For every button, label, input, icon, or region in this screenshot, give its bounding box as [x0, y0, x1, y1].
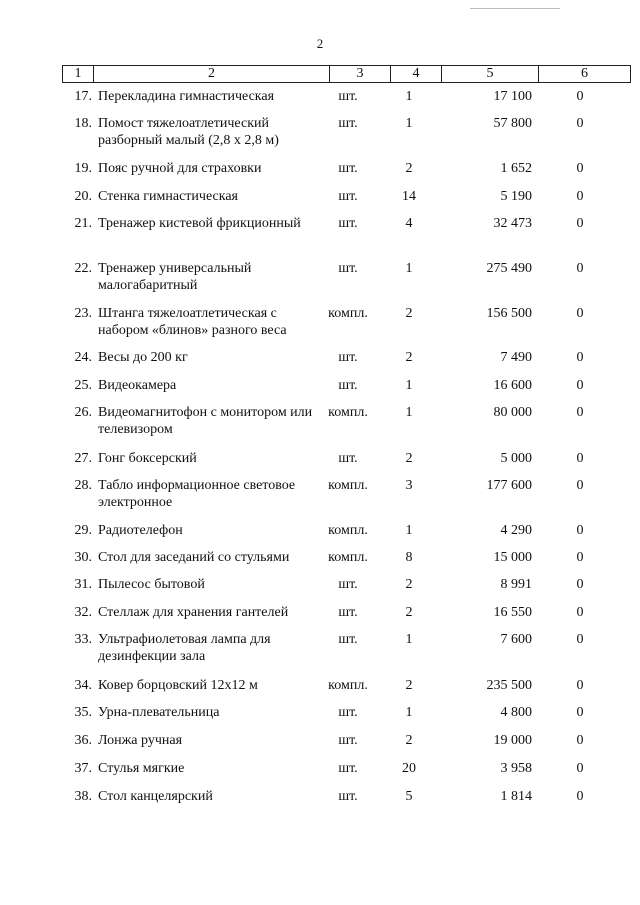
item-unit: компл. — [328, 478, 368, 493]
item-col6: 0 — [576, 161, 584, 176]
row-number: 38. — [74, 789, 92, 804]
item-quantity: 20 — [402, 761, 416, 776]
item-unit: компл. — [328, 523, 368, 538]
item-price: 1 814 — [500, 789, 532, 804]
row-number: 30. — [74, 550, 92, 565]
item-name: Штанга тяжелоатлетическая с набором «блинов» разного веса — [98, 306, 287, 338]
item-quantity: 4 — [405, 216, 413, 231]
row-number: 19. — [74, 161, 92, 176]
item-price: 177 600 — [486, 478, 532, 493]
item-price: 16 600 — [493, 378, 532, 393]
item-col6: 0 — [576, 733, 584, 748]
row-number: 22. — [74, 261, 92, 276]
row-number: 28. — [74, 478, 92, 493]
item-unit: шт. — [338, 350, 358, 365]
item-price: 275 490 — [486, 261, 532, 276]
header-cell: 5 — [441, 66, 538, 82]
item-name: Урна-плевательница — [98, 705, 220, 720]
row-number: 17. — [74, 89, 92, 104]
item-col6: 0 — [576, 478, 584, 493]
item-unit: шт. — [338, 216, 358, 231]
item-col6: 0 — [576, 378, 584, 393]
item-unit: шт. — [338, 261, 358, 276]
item-price: 16 550 — [493, 605, 532, 620]
item-name: Стенка гимнастическая — [98, 189, 238, 204]
item-col6: 0 — [576, 216, 584, 231]
row-number: 32. — [74, 605, 92, 620]
page-number: 2 — [316, 36, 324, 51]
item-col6: 0 — [576, 789, 584, 804]
item-name: Радиотелефон — [98, 523, 183, 538]
item-unit: шт. — [338, 605, 358, 620]
item-name: Стол для заседаний со стульями — [98, 550, 290, 565]
item-price: 7 490 — [500, 350, 532, 365]
item-unit: шт. — [338, 761, 358, 776]
item-price: 156 500 — [486, 306, 532, 321]
row-number: 27. — [74, 451, 92, 466]
item-price: 3 958 — [500, 761, 532, 776]
item-col6: 0 — [576, 577, 584, 592]
item-col6: 0 — [576, 116, 584, 131]
item-name: Ультрафиолетовая лампа для дезинфекции зала — [98, 632, 271, 664]
item-unit: компл. — [328, 306, 368, 321]
item-name: Лонжа ручная — [98, 733, 183, 748]
item-unit: шт. — [338, 161, 358, 176]
item-quantity: 1 — [405, 405, 413, 420]
item-name: Стол канцелярский — [98, 789, 213, 804]
item-quantity: 1 — [405, 116, 413, 131]
item-name: Тренажер универсальный малогабаритный — [98, 261, 252, 293]
item-price: 19 000 — [493, 733, 532, 748]
item-price: 8 991 — [500, 577, 532, 592]
row-number: 36. — [74, 733, 92, 748]
item-unit: компл. — [328, 405, 368, 420]
item-quantity: 1 — [405, 89, 413, 104]
item-col6: 0 — [576, 705, 584, 720]
item-quantity: 1 — [405, 378, 413, 393]
item-quantity: 1 — [405, 261, 413, 276]
item-col6: 0 — [576, 550, 584, 565]
item-name: Стулья мягкие — [98, 761, 185, 776]
item-quantity: 2 — [405, 678, 413, 693]
item-unit: шт. — [338, 789, 358, 804]
item-price: 5 000 — [500, 451, 532, 466]
table-header — [62, 65, 631, 83]
header-cell: 4 — [390, 66, 441, 82]
item-col6: 0 — [576, 451, 584, 466]
scan-artifact — [470, 8, 560, 9]
item-quantity: 1 — [405, 705, 413, 720]
row-number: 29. — [74, 523, 92, 538]
item-col6: 0 — [576, 89, 584, 104]
item-unit: шт. — [338, 189, 358, 204]
item-price: 15 000 — [493, 550, 532, 565]
item-price: 5 190 — [500, 189, 532, 204]
item-quantity: 2 — [405, 161, 413, 176]
header-cell: 3 — [329, 66, 390, 82]
item-quantity: 8 — [405, 550, 413, 565]
item-col6: 0 — [576, 678, 584, 693]
header-cell: 6 — [538, 66, 630, 82]
item-name: Видеомагнитофон с монитором или телевизором — [98, 405, 313, 437]
equipment-table — [62, 65, 631, 804]
item-price: 4 290 — [500, 523, 532, 538]
header-cell: 1 — [74, 66, 82, 81]
item-unit: компл. — [328, 678, 368, 693]
item-quantity: 3 — [405, 478, 413, 493]
item-name: Табло информационное световое электронное — [98, 478, 296, 510]
row-number: 33. — [74, 632, 92, 647]
item-unit: шт. — [338, 577, 358, 592]
row-number: 35. — [74, 705, 92, 720]
item-name: Стеллаж для хранения гантелей — [98, 605, 289, 620]
item-name: Весы до 200 кг — [98, 350, 188, 365]
item-col6: 0 — [576, 350, 584, 365]
row-number: 37. — [74, 761, 92, 776]
item-col6: 0 — [576, 605, 584, 620]
item-price: 32 473 — [493, 216, 532, 231]
item-price: 80 000 — [493, 405, 532, 420]
item-unit: шт. — [338, 451, 358, 466]
row-number: 25. — [74, 378, 92, 393]
item-quantity: 1 — [405, 632, 413, 647]
item-price: 57 800 — [493, 116, 532, 131]
item-name: Помост тяжелоатлетический разборный малый (2,8 х 2,8 м) — [98, 116, 279, 148]
item-quantity: 2 — [405, 577, 413, 592]
item-quantity: 2 — [405, 306, 413, 321]
item-quantity: 14 — [402, 189, 416, 204]
item-quantity: 2 — [405, 733, 413, 748]
item-name: Видеокамера — [98, 378, 177, 393]
item-quantity: 5 — [405, 789, 413, 804]
item-unit: шт. — [338, 89, 358, 104]
item-quantity: 2 — [405, 451, 413, 466]
item-quantity: 2 — [405, 350, 413, 365]
item-name: Пылесос бытовой — [98, 577, 205, 592]
row-number: 31. — [74, 577, 92, 592]
item-name: Перекладина гимнастическая — [98, 89, 275, 104]
item-unit: шт. — [338, 378, 358, 393]
item-col6: 0 — [576, 632, 584, 647]
item-col6: 0 — [576, 189, 584, 204]
item-name: Пояс ручной для страховки — [98, 161, 262, 176]
row-number: 20. — [74, 189, 92, 204]
row-number: 23. — [74, 306, 92, 321]
item-col6: 0 — [576, 405, 584, 420]
item-unit: шт. — [338, 705, 358, 720]
item-name: Гонг боксерский — [98, 451, 197, 466]
item-unit: шт. — [338, 116, 358, 131]
item-price: 235 500 — [486, 678, 532, 693]
row-number: 21. — [74, 216, 92, 231]
item-col6: 0 — [576, 523, 584, 538]
item-unit: шт. — [338, 632, 358, 647]
item-col6: 0 — [576, 761, 584, 776]
item-quantity: 1 — [405, 523, 413, 538]
item-name: Тренажер кистевой фрикционный — [98, 216, 301, 231]
item-unit: компл. — [328, 550, 368, 565]
header-cell: 2 — [93, 66, 329, 82]
item-col6: 0 — [576, 261, 584, 276]
row-number: 34. — [74, 678, 92, 693]
item-price: 17 100 — [493, 89, 532, 104]
item-name: Ковер борцовский 12х12 м — [98, 678, 258, 693]
item-price: 1 652 — [500, 161, 532, 176]
row-number: 24. — [74, 350, 92, 365]
item-quantity: 2 — [405, 605, 413, 620]
item-price: 4 800 — [500, 705, 532, 720]
item-col6: 0 — [576, 306, 584, 321]
row-number: 18. — [74, 116, 92, 131]
row-number: 26. — [74, 405, 92, 420]
item-price: 7 600 — [500, 632, 532, 647]
item-unit: шт. — [338, 733, 358, 748]
